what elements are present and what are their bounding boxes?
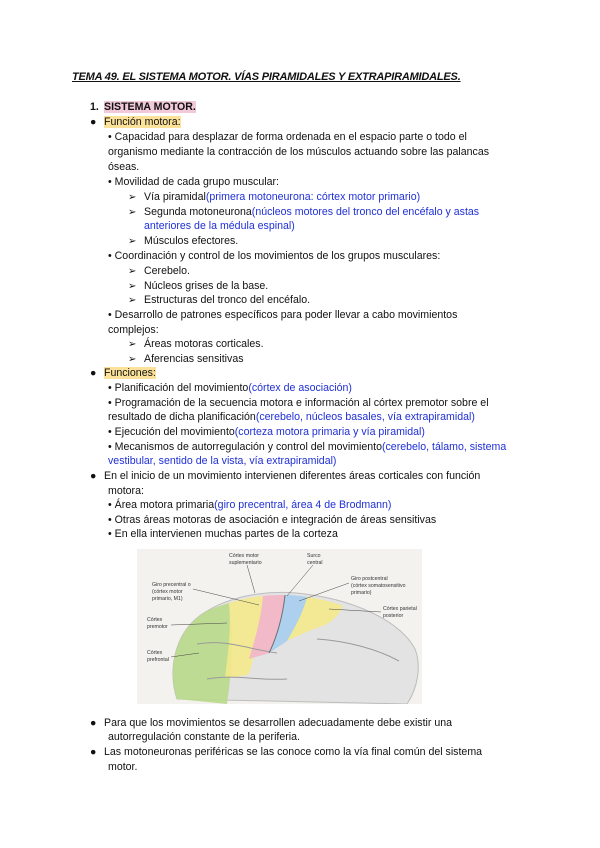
sub-item: ➢ Estructuras del tronco del encéfalo. <box>128 294 311 306</box>
text-line: • Ejecución del movimiento(corteza motora primaria y vía piramidal) <box>108 426 425 438</box>
label-premotor-2: premotor <box>147 624 168 630</box>
section-heading <box>90 100 196 114</box>
bullet-funcion-motora <box>90 115 181 129</box>
bullet-icon: ● <box>90 470 97 482</box>
sub-item: ➢ Aferencias sensitivas <box>128 353 244 365</box>
arrow-icon: ➢ <box>128 295 137 306</box>
text-line: • En ella intervienen muchas partes de la corteza <box>108 528 338 540</box>
section-heading-text: SISTEMA MOTOR. <box>104 101 196 113</box>
label-premotor-1: Córtex <box>147 617 163 623</box>
label-parietal-2: posterior <box>383 613 404 619</box>
sub-item: ➢ Músculos efectores. <box>128 235 239 247</box>
funcion-motora-label: Función motora: <box>104 116 181 128</box>
label-surco-2: central <box>307 560 323 566</box>
text-line: • Movilidad de cada grupo muscular: <box>108 176 279 188</box>
arrow-icon: ➢ <box>128 281 137 292</box>
text-line: motora: <box>108 485 144 497</box>
brain-illustration <box>137 549 422 704</box>
arrow-icon: ➢ <box>128 266 137 277</box>
text-line: • Desarrollo de patrones específicos para poder llevar a cabo movimientos <box>108 309 458 321</box>
text-line: • Coordinación y control de los movimientos de los grupos musculares: <box>108 250 441 262</box>
arrow-icon: ➢ <box>128 192 137 203</box>
prefrontal-region <box>173 603 232 704</box>
label-giro-post-3: primario) <box>351 590 372 596</box>
brain-cortex-figure <box>137 549 422 704</box>
text-line: • Área motora primaria(giro precentral, área 4 de Brodmann) <box>108 499 392 511</box>
label-giro-pre-3: primario, M1) <box>152 596 183 602</box>
text-line: anteriores de la médula espinal) <box>144 220 295 232</box>
text-line: • Otras áreas motoras de asociación e integración de áreas sensitivas <box>108 514 437 526</box>
sub-item: ➢ Segunda motoneurona(núcleos motores del tronco del encéfalo y astas <box>128 206 480 218</box>
label-parietal-1: Córtex parietal <box>383 606 417 612</box>
funciones-label: Funciones: <box>104 367 156 379</box>
bullet-para: ● Para que los movimientos se desarrollen adecuadamente debe existir una <box>90 717 453 729</box>
bullet-motoneuronas: ● Las motoneuronas periféricas se las conoce como la vía final común del sistema <box>90 746 483 758</box>
text-line: • Planificación del movimiento(córtex de asociación) <box>108 382 352 394</box>
document-title: TEMA 49. EL SISTEMA MOTOR. VÍAS PIRAMIDALES Y EXTRAPIRAMIDALES. <box>72 71 461 83</box>
label-prefrontal-1: Córtex <box>147 650 163 656</box>
arrow-icon: ➢ <box>128 339 137 350</box>
bullet-icon: ● <box>90 116 97 128</box>
label-cortex-motor-2: suplementario <box>229 560 262 566</box>
text-line: autorregulación constante de la periferia. <box>108 731 300 743</box>
section-number: 1. <box>90 101 99 113</box>
arrow-icon: ➢ <box>128 207 137 218</box>
sub-item: ➢ Áreas motoras corticales. <box>128 338 264 350</box>
sub-item: ➢ Núcleos grises de la base. <box>128 280 269 292</box>
text-line: • Mecanismos de autorregulación y control del movimiento(cerebelo, tálamo, sistema <box>108 441 507 453</box>
label-surco-1: Surco <box>307 553 321 559</box>
label-cortex-motor-1: Córtex motor <box>229 553 259 559</box>
text-line: resultado de dicha planificación(cerebelo, núcleos basales, vía extrapiramidal) <box>108 411 475 423</box>
text-line: complejos: <box>108 324 159 336</box>
bullet-icon: ● <box>90 367 97 379</box>
text-line: • Programación de la secuencia motora e información al córtex premotor sobre el <box>108 397 489 409</box>
label-giro-pre-1: Giro precentral o <box>152 582 191 588</box>
text-line: vestibular, sentido de la vista, vía extrapiramidal) <box>108 455 337 467</box>
label-giro-post-2: (córtex somatosensitivo <box>351 583 406 589</box>
text-line: motor. <box>108 761 138 773</box>
label-giro-pre-2: (córtex motor <box>152 589 183 595</box>
bullet-icon: ● <box>90 717 97 729</box>
bullet-funciones <box>90 366 156 380</box>
text-line: • Capacidad para desplazar de forma ordenada en el espacio parte o todo el <box>108 131 467 143</box>
arrow-icon: ➢ <box>128 236 137 247</box>
arrow-icon: ➢ <box>128 354 137 365</box>
label-giro-post-1: Giro postcentral <box>351 576 388 582</box>
bullet-icon: ● <box>90 746 97 758</box>
label-prefrontal-2: prefrontal <box>147 657 169 663</box>
text-line: óseas. <box>108 161 140 173</box>
sub-item: ➢ Cerebelo. <box>128 265 190 277</box>
text-line: organismo mediante la contracción de los músculos actuando sobre las palancas <box>108 146 490 158</box>
bullet-inicio: ● En el inicio de un movimiento intervienen diferentes áreas corticales con función <box>90 470 481 482</box>
sub-item: ➢ Vía piramidal(primera motoneurona: córtex motor primario) <box>128 191 421 203</box>
